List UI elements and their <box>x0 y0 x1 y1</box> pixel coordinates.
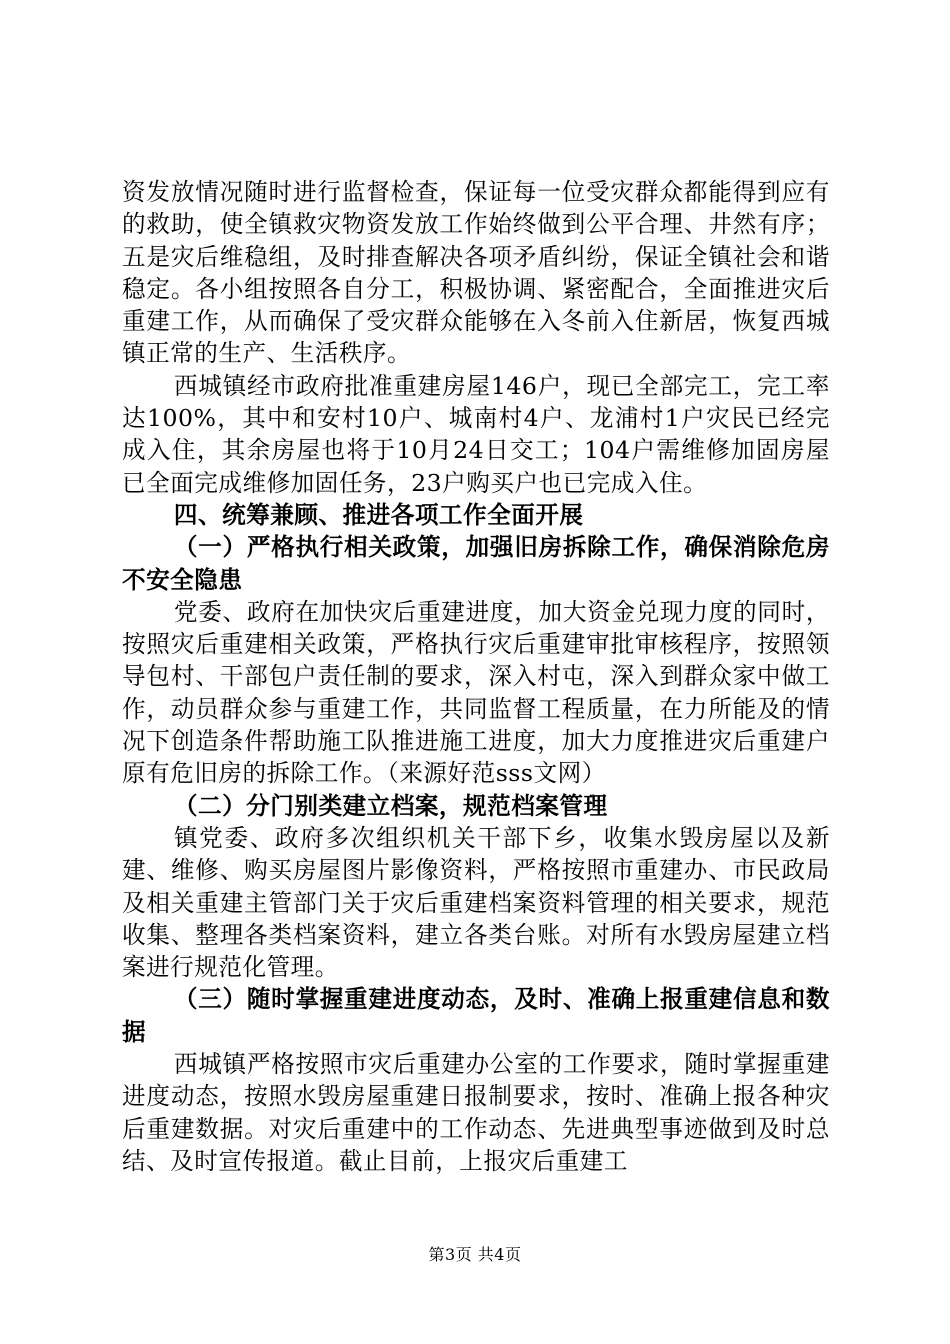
document-body <box>122 176 830 1177</box>
body-paragraph-archives: 镇党委、政府多次组织机关干部下乡，收集水毁房屋以及新建、维修、购买房屋图片影像资料，严格按照市重建办、市民政局及相关重建主管部门关于灾后重建档案资料管理的相关要求，规范收集、整理各类档案资料，建立各类台账。对所有水毁房屋建立档案进行规范化管理。 <box>122 823 830 982</box>
body-paragraph-housing-stats: 西城镇经市政府批准重建房屋146户，现已全部完工，完工率达100%，其中和安村10户、城南村4户、龙浦村1户灾民已经完成入住，其余房屋也将于10月24日交工；104户需维修加固房屋已全面完成维修加固任务，23户购买户也已完成入住。 <box>122 371 830 497</box>
page-footer <box>0 1245 950 1265</box>
subsection-heading-3: （三）随时掌握重建进度动态，及时、准确上报重建信息和数据 <box>122 985 830 1046</box>
page-number-label: 第3页 共4页 <box>428 1245 522 1264</box>
body-paragraph-demolition: 党委、政府在加快灾后重建进度，加大资金兑现力度的同时，按照灾后重建相关政策，严格执行灾后重建审批审核程序，按照领导包村、干部包户责任制的要求，深入村屯，深入到群众家中做工作，动员群众参与重建工作，共同监督工程质量，在力所能及的情况下创造条件帮助施工队推进施工进度，加大力度推进灾后重建户原有危旧房的拆除工作。（来源好范sss文网） <box>122 597 830 788</box>
section-heading-4: 四、统筹兼顾、推进各项工作全面开展 <box>173 500 584 529</box>
subsection-heading-1: （一）严格执行相关政策，加强旧房拆除工作，确保消除危房不安全隐患 <box>122 533 830 594</box>
body-paragraph-relief-groups: 资发放情况随时进行监督检查，保证每一位受灾群众都能得到应有的救助，使全镇救灾物资发放工作始终做到公平合理、井然有序；五是灾后维稳组，及时排查解决各项矛盾纠纷，保证全镇社会和谐稳定。各小组按照各自分工，积极协调、紧密配合，全面推进灾后重建工作，从而确保了受灾群众能够在入冬前入住新居，恢复西城镇正常的生产、生活秩序。 <box>122 178 830 368</box>
body-paragraph-reporting: 西城镇严格按照市灾后重建办公室的工作要求，随时掌握重建进度动态，按照水毁房屋重建日报制要求，按时、准确上报各种灾后重建数据。对灾后重建中的工作动态、先进典型事迹做到及时总结、及时宣传报道。截止目前，上报灾后重建工 <box>122 1050 830 1175</box>
subsection-heading-2: （二）分门别类建立档案，规范档案管理 <box>173 791 608 820</box>
